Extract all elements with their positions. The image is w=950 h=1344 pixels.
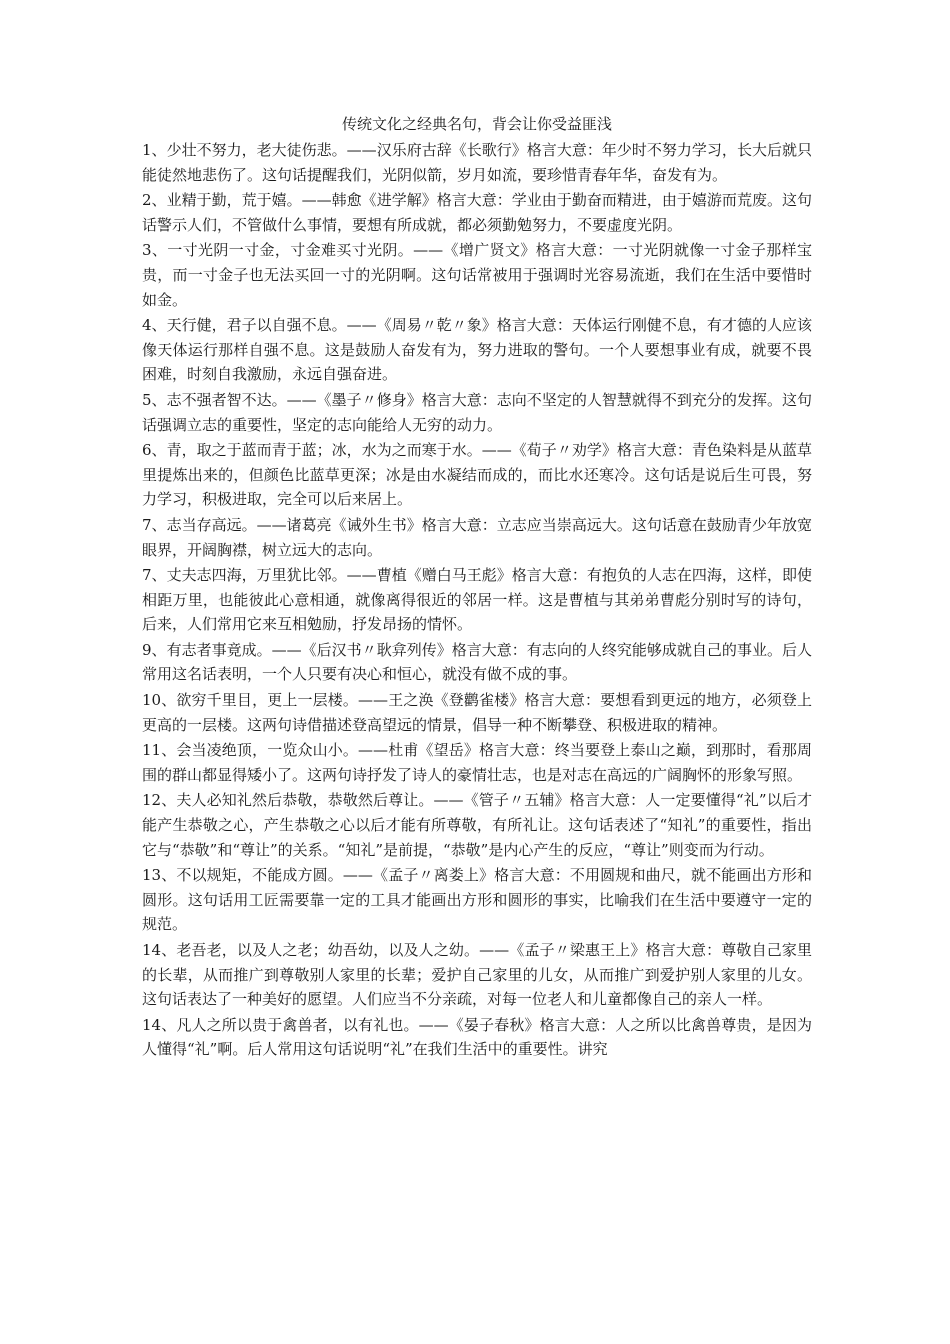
quote-entry-4: 4、天行健，君子以自强不息。——《周易〃乾〃象》格言大意：天体运行刚健不息，有才德的人应该像天体运行那样自强不息。这是鼓励人奋发有为，努力进取的警句。一个人要想事业有成，就要不畏困难，时刻自我激励，永远自强奋进。 [142,316,812,384]
quote-entry-13: 13、不以规矩，不能成方圆。——《孟子〃离娄上》格言大意：不用圆规和曲尺，就不能画出方形和圆形。这句话用工匠需要靠一定的工具才能画出方形和圆形的事实，比喻我们在生活中要遵守一定的规范。 [142,866,812,934]
quote-entry-8: 7、丈夫志四海，万里犹比邻。——曹植《赠白马王彪》格言大意：有抱负的人志在四海，这样，即使相距万里，也能彼此心意相通，就像离得很近的邻居一样。这是曹植与其弟弟曹彪分别时写的诗句，后来，人们常用它来互相勉励，抒发昂扬的情怀。 [142,566,812,634]
quote-entry-9: 9、有志者事竟成。——《后汉书〃耿弇列传》格言大意：有志向的人终究能够成就自己的事业。后人常用这名话表明，一个人只要有决心和恒心，就没有做不成的事。 [142,640,812,684]
quote-entry-3: 3、一寸光阴一寸金，寸金难买寸光阴。——《增广贤文》格言大意：一寸光阴就像一寸金子那样宝贵，而一寸金子也无法买回一寸的光阴啊。这句话常被用于强调时光容易流逝，我们在生活中要惜时如金。 [142,241,812,309]
quote-entry-6: 6、青，取之于蓝而青于蓝；冰，水为之而寒于水。——《荀子〃劝学》格言大意：青色染料是从蓝草里提炼出来的，但颜色比蓝草更深；冰是由水凝结而成的，而比水还寒冷。这句话是说后生可畏，努力学习，积极进取，完全可以后来居上。 [142,441,812,509]
quote-entry-11: 11、会当凌绝顶，一览众山小。——杜甫《望岳》格言大意：终当要登上泰山之巅，到那时，看那周围的群山都显得矮小了。这两句诗抒发了诗人的豪情壮志，也是对志在高远的广阔胸怀的形象写照。 [142,741,812,784]
document-body [142,112,812,1063]
document-title: 传统文化之经典名句，背会让你受益匪浅 [341,115,612,133]
quote-entry-10: 10、欲穷千里目，更上一层楼。——王之涣《登鹳雀楼》格言大意：要想看到更远的地方，必须登上更高的一层楼。这两句诗借描述登高望远的情景，倡导一种不断攀登、积极进取的精神。 [142,691,812,734]
quote-entry-12: 12、夫人必知礼然后恭敬，恭敬然后尊让。——《管子〃五辅》格言大意：人一定要懂得“礼”以后才能产生恭敬之心，产生恭敬之心以后才能有所尊敬，有所礼让。这句话表述了“知礼”的重要性，指出它与“恭敬”和“尊让”的关系。“知礼”是前提，“恭敬”是内心产生的反应，“尊让”则变而为行动。 [142,791,812,859]
quote-entry-14: 14、老吾老，以及人之老；幼吾幼，以及人之幼。——《孟子〃梁惠王上》格言大意：尊敬自己家里的长辈，从而推广到尊敬别人家里的长辈；爱护自己家里的儿女，从而推广到爱护别人家里的儿女。这句话表达了一种美好的愿望。人们应当不分亲疏，对每一位老人和儿童都像自己的亲人一样。 [142,941,812,1009]
quote-entry-5: 5、志不强者智不达。——《墨子〃修身》格言大意：志向不坚定的人智慧就得不到充分的发挥。这句话强调立志的重要性，坚定的志向能给人无穷的动力。 [142,390,812,434]
quote-entry-15: 14、凡人之所以贵于禽兽者，以有礼也。——《晏子春秋》格言大意：人之所以比禽兽尊贵，是因为人懂得“礼”啊。后人常用这句话说明“礼”在我们生活中的重要性。讲究 [142,1015,812,1059]
quote-entry-7: 7、志当存高远。——诸葛亮《诫外生书》格言大意：立志应当崇高远大。这句话意在鼓励青少年放宽眼界，开阔胸襟，树立远大的志向。 [142,515,812,559]
quote-entry-1: 1、少壮不努力，老大徒伤悲。——汉乐府古辞《长歌行》格言大意：年少时不努力学习，长大后就只能徒然地悲伤了。这句话提醒我们，光阴似箭，岁月如流，要珍惜青春年华，奋发有为。 [142,141,812,184]
quote-entry-2: 2、业精于勤，荒于嬉。——韩愈《进学解》格言大意：学业由于勤奋而精进，由于嬉游而荒废。这句话警示人们，不管做什么事情，要想有所成就，都必须勤勉努力，不要虚度光阴。 [142,191,812,234]
